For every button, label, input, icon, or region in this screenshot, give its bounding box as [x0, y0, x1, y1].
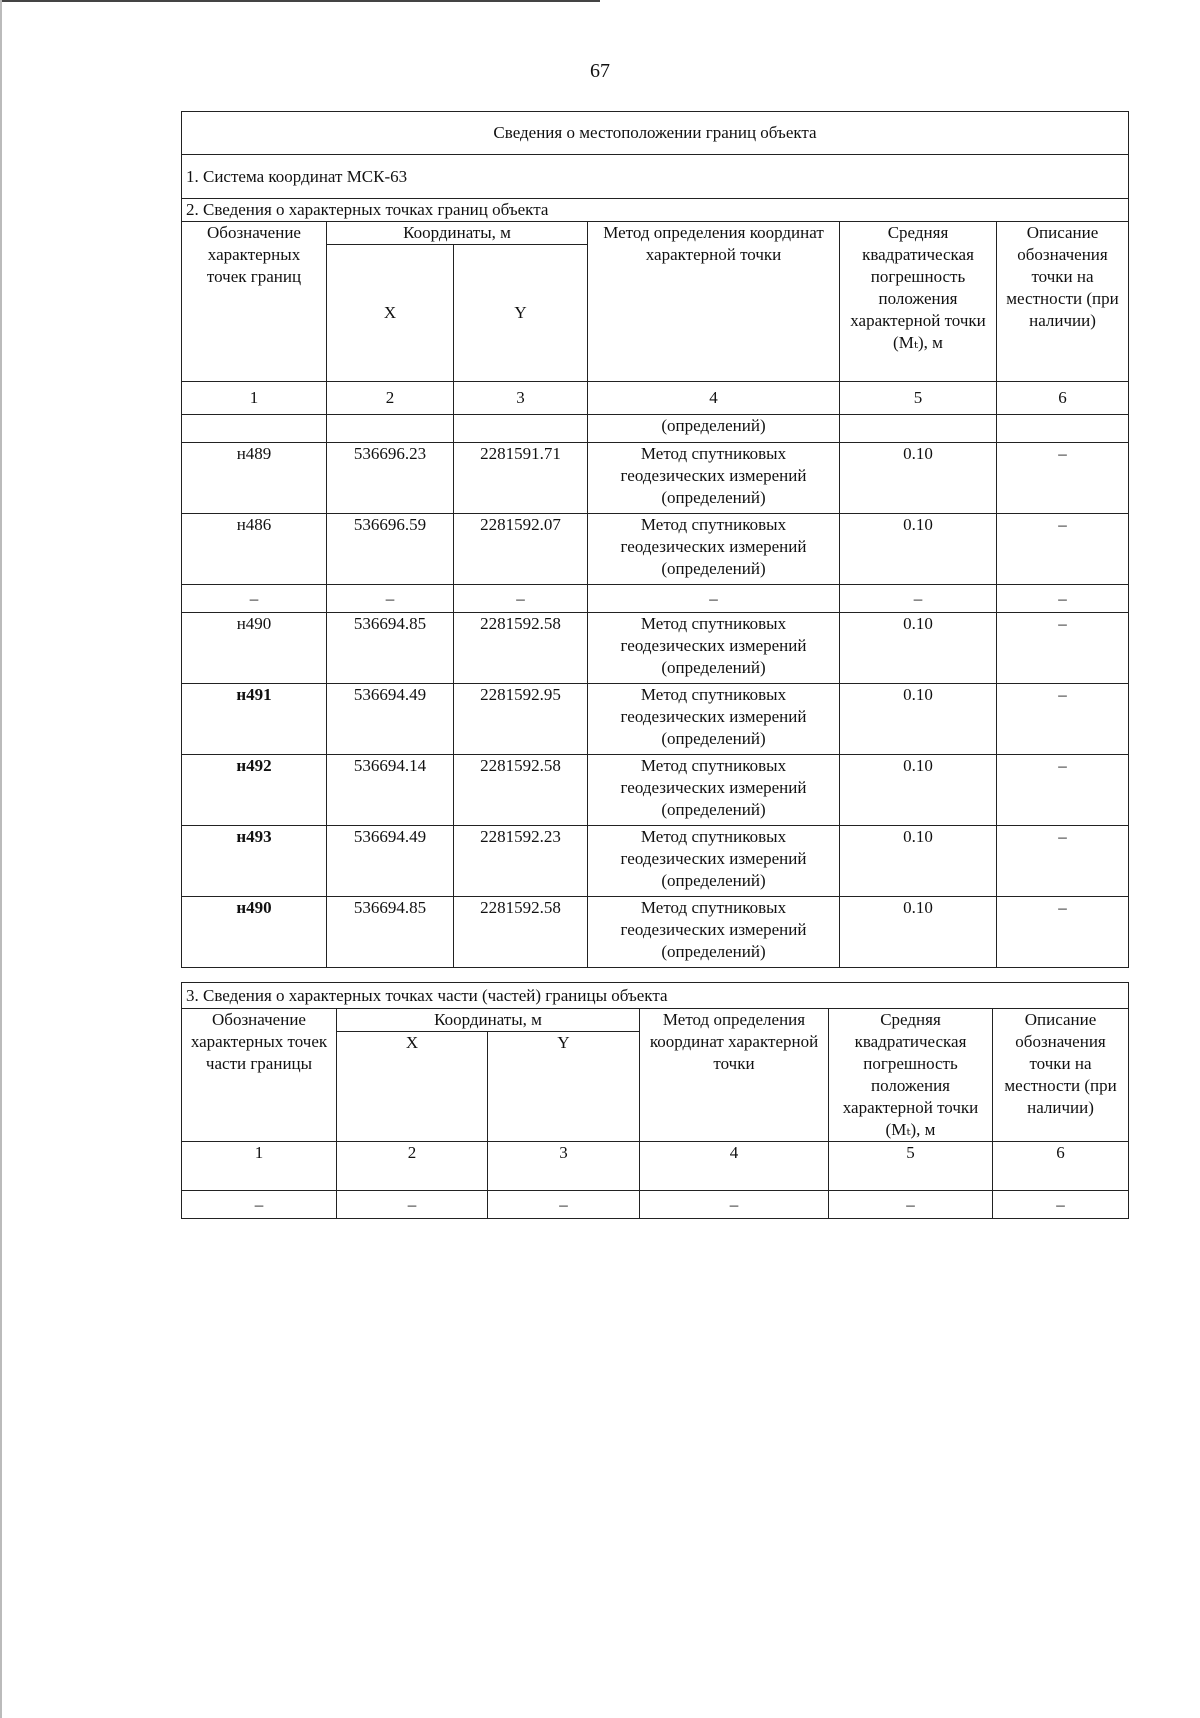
cell-error: 0.10	[840, 684, 997, 755]
cell-y: 2281591.71	[454, 443, 588, 514]
cell-point: н490	[182, 613, 327, 684]
cell-y: 2281592.58	[454, 897, 588, 968]
cell-method: Метод спутниковых геодезических измерений (определений)	[588, 826, 840, 897]
col-number: 1	[182, 1142, 337, 1191]
cell-y: –	[488, 1191, 640, 1219]
col-number: 2	[327, 382, 454, 415]
column-numbers-row	[182, 382, 1129, 415]
header-method: Метод определения координат характерной точки	[640, 1009, 829, 1142]
header-x: X	[327, 245, 454, 382]
cell-method: Метод спутниковых геодезических измерений (определений)	[588, 897, 840, 968]
header-method: Метод определения координат характерной точки	[588, 222, 840, 382]
col-number: 2	[337, 1142, 488, 1191]
header-description: Описание обозначения точки на местности (при наличии)	[993, 1009, 1129, 1142]
col-number: 1	[182, 382, 327, 415]
continuation-row	[182, 415, 1129, 443]
cell-point: н491	[182, 684, 327, 755]
cell-y: 2281592.58	[454, 613, 588, 684]
section3-title: 3. Сведения о характерных точках части (частей) границы объекта	[182, 983, 1129, 1009]
table-row	[182, 585, 1129, 613]
cell-x: –	[327, 585, 454, 613]
cell-point: –	[182, 1191, 337, 1219]
cell-x: 536694.49	[327, 826, 454, 897]
header-coordinates: Координаты, м	[337, 1009, 640, 1032]
cell-y: 2281592.58	[454, 755, 588, 826]
header-error: Средняя квадратическая погрешность положения характерной точки (Mₜ), м	[829, 1009, 993, 1142]
cell-method: Метод спутниковых геодезических измерений (определений)	[588, 755, 840, 826]
part-boundary-points-table	[181, 982, 1129, 1219]
cell-x: 536694.49	[327, 684, 454, 755]
cell-method: Метод спутниковых геодезических измерений (определений)	[588, 613, 840, 684]
cell-description: –	[997, 514, 1129, 585]
cell-description: –	[997, 897, 1129, 968]
header-designation: Обозначение характерных точек границ	[182, 222, 327, 382]
left-edge-line	[0, 0, 2, 1718]
header-y: Y	[488, 1032, 640, 1142]
coord-system: 1. Система координат МСК-63	[182, 155, 1129, 199]
cell-method: –	[640, 1191, 829, 1219]
table-row	[182, 443, 1129, 514]
col-number: 4	[588, 382, 840, 415]
column-numbers-row	[182, 1142, 1129, 1191]
cell-description: –	[997, 684, 1129, 755]
col-number: 4	[640, 1142, 829, 1191]
cell-error: 0.10	[840, 755, 997, 826]
cell-point: н489	[182, 443, 327, 514]
header-error: Средняя квадратическая погрешность положения характерной точки (Mₜ), м	[840, 222, 997, 382]
section-title: Сведения о местоположении границ объекта	[182, 112, 1129, 155]
table-row	[182, 897, 1129, 968]
cell-error: 0.10	[840, 897, 997, 968]
page-number: 67	[590, 60, 610, 82]
header-y: Y	[454, 245, 588, 382]
cell-method: –	[588, 585, 840, 613]
cell-error: 0.10	[840, 826, 997, 897]
col-number: 3	[488, 1142, 640, 1191]
top-edge-line	[0, 0, 600, 2]
cell-description: –	[997, 443, 1129, 514]
table-row	[182, 514, 1129, 585]
header-x: X	[337, 1032, 488, 1142]
cell-x: 536696.59	[327, 514, 454, 585]
cell-error: 0.10	[840, 443, 997, 514]
cell-point: н492	[182, 755, 327, 826]
cell-point: н490	[182, 897, 327, 968]
cell-error: –	[829, 1191, 993, 1219]
table-row	[182, 826, 1129, 897]
col-number: 3	[454, 382, 588, 415]
cell-error: –	[840, 585, 997, 613]
cell-x: 536696.23	[327, 443, 454, 514]
cell-description: –	[997, 755, 1129, 826]
table-row	[182, 755, 1129, 826]
cell-point: н486	[182, 514, 327, 585]
cell-description: –	[993, 1191, 1129, 1219]
cell-point: –	[182, 585, 327, 613]
boundary-points-table	[181, 111, 1129, 968]
cell-method: Метод спутниковых геодезических измерений (определений)	[588, 684, 840, 755]
cell-point: н493	[182, 826, 327, 897]
header-description: Описание обозначения точки на местности (при наличии)	[997, 222, 1129, 382]
section2-title: 2. Сведения о характерных точках границ объекта	[182, 199, 1129, 222]
cell-description: –	[997, 826, 1129, 897]
cell-description: –	[997, 585, 1129, 613]
cell-description: –	[997, 613, 1129, 684]
cell-y: 2281592.07	[454, 514, 588, 585]
cell-x: 536694.85	[327, 613, 454, 684]
col-number: 5	[840, 382, 997, 415]
cell-error: 0.10	[840, 514, 997, 585]
cell-method: Метод спутниковых геодезических измерений (определений)	[588, 443, 840, 514]
table-row	[182, 613, 1129, 684]
col-number: 6	[993, 1142, 1129, 1191]
col-number: 6	[997, 382, 1129, 415]
cell-y: 2281592.95	[454, 684, 588, 755]
cell-y: –	[454, 585, 588, 613]
table-row	[182, 1191, 1129, 1219]
cell-y: 2281592.23	[454, 826, 588, 897]
cell-error: 0.10	[840, 613, 997, 684]
table-row	[182, 684, 1129, 755]
cell-x: 536694.14	[327, 755, 454, 826]
header-designation: Обозначение характерных точек части границы	[182, 1009, 337, 1142]
header-coordinates: Координаты, м	[327, 222, 588, 245]
cell-x: –	[337, 1191, 488, 1219]
continuation-text: (определений)	[588, 415, 840, 443]
cell-x: 536694.85	[327, 897, 454, 968]
col-number: 5	[829, 1142, 993, 1191]
cell-method: Метод спутниковых геодезических измерений (определений)	[588, 514, 840, 585]
